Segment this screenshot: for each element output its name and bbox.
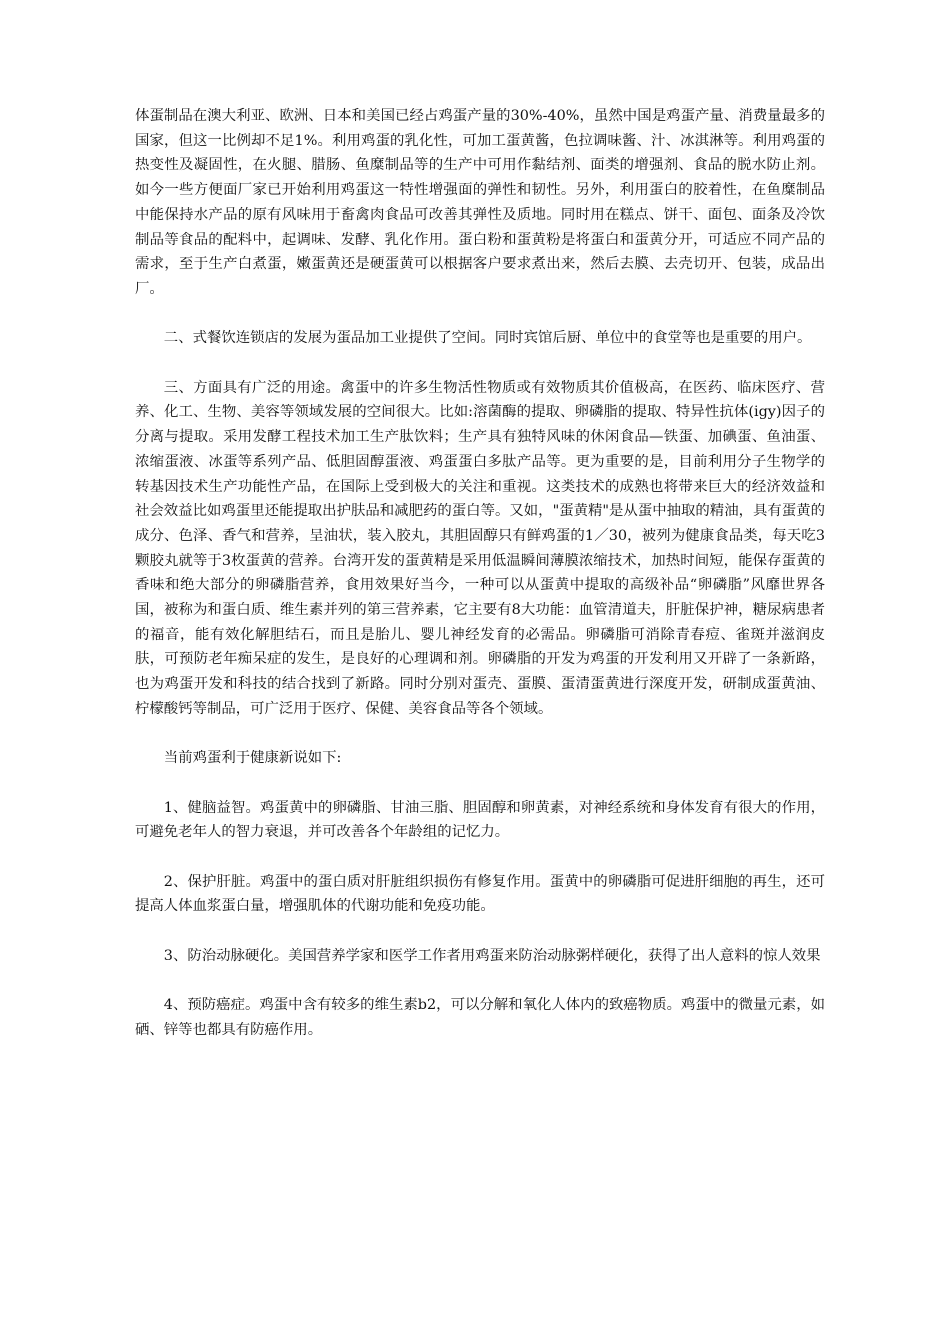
paragraph-intro: 体蛋制品在澳大利亚、欧洲、日本和美国已经占鸡蛋产量的30%-40%，虽然中国是鸡蛋产量、消费量最多的国家，但这一比例却不足1%。利用鸡蛋的乳化性，可加工蛋黄酱，色拉调味酱、汁、冰淇淋等。利用鸡蛋的热变性及凝固性，在火腿、腊肠、鱼糜制品等的生产中可用作黏结剂、面类的增强剂、食品的脱水防止剂。如今一些方便面厂家已开始利用鸡蛋这一特性增强面的弹性和韧性。另外，利用蛋白的胶着性，在鱼糜制品中能保持水产品的原有风味用于畜禽肉食品可改善其弹性及质地。同时用在糕点、饼干、面包、面条及冷饮制品等食品的配料中，起调味、发酵、乳化作用。蛋白粉和蛋黄粉是将蛋白和蛋黄分开，可适应不同产品的需求，至于生产白煮蛋，嫩蛋黄还是硬蛋黄可以根据客户要求煮出来，然后去膜、去壳切开、包装，成品出厂。 (135, 108, 825, 297)
list-item-cancer: 4、预防癌症。鸡蛋中含有较多的维生素b2，可以分解和氧化人体内的致癌物质。鸡蛋中的微量元素，如硒、锌等也都具有防癌作用。 (135, 997, 825, 1038)
paragraph-gap (135, 845, 825, 870)
paragraph-section-three: 三、方面具有广泛的用途。禽蛋中的许多生物活性物质或有效物质其价值极高，在医药、临床医疗、营养、化工、生物、美容等领域发展的空间很大。比如:溶菌酶的提取、卵磷脂的提取、特异性抗体(igy)因子的分离与提取。采用发酵工程技术加工生产肽饮料；生产具有独特风味的休闲食品—铁蛋、加碘蛋、鱼油蛋、浓缩蛋液、冰蛋等系列产品、低胆固醇蛋液、鸡蛋蛋白多肽产品等。更为重要的是，目前利用分子生物学的转基因技术生产功能性产品，在国际上受到极大的关注和重视。这类技术的成熟也将带来巨大的经济效益和社会效益比如鸡蛋里还能提取出护肤品和减肥药的蛋白等。又如，"蛋黄精"是从蛋中抽取的精油，具有蛋黄的成分、色泽、香气和营养，呈油状，装入胶丸，其胆固醇只有鲜鸡蛋的1／30，被列为健康食品类，每天吃3颗胶丸就等于3枚蛋黄的营养。台湾开发的蛋黄精是采用低温瞬间薄膜浓缩技术，加热时间短，能保存蛋黄的香味和绝大部分的卵磷脂营养，食用效果好当今，一种可以从蛋黄中提取的高级补品“卵磷脂”风靡世界各国，被称为和蛋白质、维生素并列的第三营养素，它主要有8大功能：血管清道夫，肝脏保护神，糖尿病患者的福音，能有效化解胆结石，而且是胎儿、婴儿神经发育的必需品。卵磷脂可消除青春痘、雀斑并滋润皮肤，可预防老年痴呆症的发生，是良好的心理调和剂。卵磷脂的开发为鸡蛋的开发利用又开辟了一条新路，也为鸡蛋开发和科技的结合找到了新路。同时分别对蛋壳、蛋膜、蛋清蛋黄进行深度开发，研制成蛋黄油、柠檬酸钙等制品，可广泛用于医疗、保健、美容食品等各个领域。 (135, 379, 825, 717)
paragraph-gap (135, 969, 825, 994)
paragraph-section-two: 二、式餐饮连锁店的发展为蛋品加工业提供了空间。同时宾馆后厨、单位中的食堂等也是重要的用户。 (163, 330, 812, 347)
paragraph-gap (135, 771, 825, 796)
paragraph-health-heading: 当前鸡蛋利于健康新说如下: (163, 750, 342, 767)
paragraph-gap (135, 722, 825, 747)
list-item-brain: 1、健脑益智。鸡蛋黄中的卵磷脂、甘油三脂、胆固醇和卵黄素，对神经系统和身体发育有很大的作用，可避免老年人的智力衰退，并可改善各个年龄组的记忆力。 (135, 799, 825, 841)
paragraph-gap (135, 351, 825, 376)
paragraph-gap (135, 919, 825, 944)
list-item-artery: 3、防治动脉硬化。美国营养学家和医学工作者用鸡蛋来防治动脉粥样硬化，获得了出人意料的惊人效果 (163, 947, 821, 964)
document-page (135, 104, 825, 1043)
list-item-liver: 2、保护肝脏。鸡蛋中的蛋白质对肝脏组织损伤有修复作用。蛋黄中的卵磷脂可促进肝细胞的再生，还可提高人体血浆蛋白量，增强肌体的代谢功能和免疫功能。 (135, 873, 825, 915)
paragraph-gap (135, 302, 825, 327)
